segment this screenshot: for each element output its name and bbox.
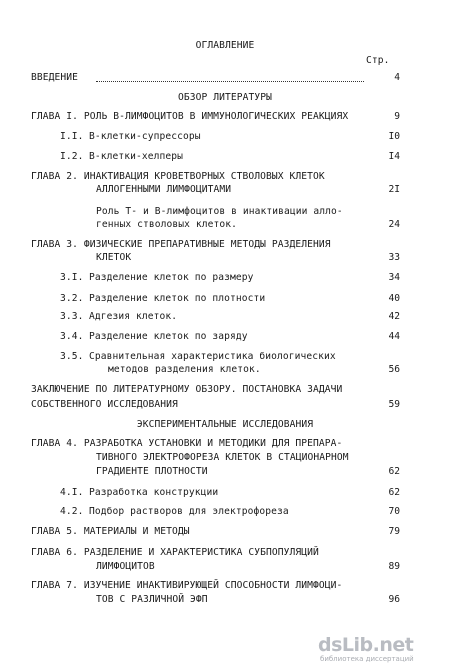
entry-label: ГЛАВА I. РОЛЬ В-ЛИМФОЦИТОВ В ИММУНОЛОГИЧЕСКИХ РЕАКЦИЯХ bbox=[31, 111, 349, 122]
entry-label: Роль Т- и В-лимфоцитов в инактивации алло- bbox=[96, 206, 343, 217]
entry-label-line2: методов разделения клеток. bbox=[108, 364, 261, 375]
entry-label: ГЛАВА 4. РАЗРАБОТКА УСТАНОВКИ И МЕТОДИКИ ДЛЯ ПРЕПАРА- bbox=[31, 438, 343, 449]
entry-number: 3.5. bbox=[60, 351, 84, 362]
entry-label-line3: ГРАДИЕНТЕ ПЛОТНОСТИ bbox=[96, 466, 208, 477]
entry-label-line2: КЛЕТОК bbox=[96, 252, 132, 263]
entry-label: Разделение клеток по заряду bbox=[89, 331, 248, 342]
toc-title: ОГЛАВЛЕНИЕ bbox=[195, 40, 255, 51]
entry-label: ЗАКЛЮЧЕНИЕ ПО ЛИТЕРАТУРНОМУ ОБЗОРУ. ПОСТАНОВКА ЗАДАЧИ bbox=[31, 384, 343, 395]
entry-number: 4.I. bbox=[60, 487, 84, 498]
entry-label: Разработка конструкции bbox=[89, 487, 219, 498]
entry-label: ВВЕДЕНИЕ bbox=[31, 72, 79, 83]
entry-label: ГЛАВА 2. ИНАКТИВАЦИЯ КРОВЕТВОРНЫХ СТВОЛОВЫХ КЛЕТОК bbox=[31, 171, 325, 182]
entry-number: I.2. bbox=[60, 151, 84, 162]
entry-label: ГЛАВА 6. РАЗДЕЛЕНИЕ И ХАРАКТЕРИСТИКА СУБПОПУЛЯЦИЙ bbox=[31, 547, 319, 558]
entry-label-line2: ЛИМФОЦИТОВ bbox=[96, 561, 155, 572]
entry-label-line2: АЛЛОГЕННЫМИ ЛИМФОЦИТАМИ bbox=[96, 184, 232, 195]
entry-label-line2: ТИВНОГО ЭЛЕКТРОФОРЕЗА КЛЕТОК В СТАЦИОНАРНОМ bbox=[96, 452, 349, 463]
watermark-caption: библиотека диссертаций bbox=[320, 655, 414, 663]
entry-page: 79 bbox=[388, 526, 400, 537]
section-heading-experimental: ЭКСПЕРИМЕНТАЛЬНЫЕ ИССЛЕДОВАНИЯ bbox=[136, 419, 314, 430]
entry-label-line2: генных стволовых клеток. bbox=[96, 219, 238, 230]
entry-page: 70 bbox=[388, 506, 400, 517]
entry-page: 59 bbox=[388, 399, 400, 410]
entry-label-line2: СОБСТВЕННОГО ИССЛЕДОВАНИЯ bbox=[31, 399, 178, 410]
watermark bbox=[318, 634, 438, 664]
entry-page: 40 bbox=[388, 293, 400, 304]
entry-page: 62 bbox=[388, 466, 400, 477]
entry-number: 3.3. bbox=[60, 311, 84, 322]
entry-label: Подбор растворов для электрофореза bbox=[89, 506, 289, 517]
page-column-header: Стр. bbox=[366, 55, 390, 66]
entry-label: Разделение клеток по размеру bbox=[89, 272, 254, 283]
entry-page: 89 bbox=[388, 561, 400, 572]
entry-label: В-клетки-хелперы bbox=[89, 151, 184, 162]
entry-number: 3.2. bbox=[60, 293, 84, 304]
watermark-logo: dsLib.net bbox=[318, 634, 414, 656]
entry-page: I4 bbox=[388, 151, 400, 162]
entry-page: 62 bbox=[388, 487, 400, 498]
entry-page: 4 bbox=[394, 72, 400, 83]
entry-label: ГЛАВА 3. ФИЗИЧЕСКИЕ ПРЕПАРАТИВНЫЕ МЕТОДЫ РАЗДЕЛЕНИЯ bbox=[31, 239, 331, 250]
entry-number: 3.I. bbox=[60, 272, 84, 283]
entry-number: 4.2. bbox=[60, 506, 84, 517]
entry-page: 2I bbox=[388, 184, 400, 195]
entry-page: 33 bbox=[388, 252, 400, 263]
entry-label: В-клетки-супрессоры bbox=[89, 131, 201, 142]
entry-page: 96 bbox=[388, 594, 400, 605]
entry-label: ГЛАВА 5. МАТЕРИАЛЫ И МЕТОДЫ bbox=[31, 526, 190, 537]
entry-page: 24 bbox=[388, 219, 400, 230]
entry-number: 3.4. bbox=[60, 331, 84, 342]
entry-page: 42 bbox=[388, 311, 400, 322]
entry-label-line2: ТОВ С РАЗЛИЧНОЙ ЭФП bbox=[96, 594, 208, 605]
section-heading-review: ОБЗОР ЛИТЕРАТУРЫ bbox=[177, 92, 272, 103]
dot-leader bbox=[96, 81, 364, 82]
entry-label: Разделение клеток по плотности bbox=[89, 293, 266, 304]
entry-number: I.I. bbox=[60, 131, 84, 142]
entry-page: 56 bbox=[388, 364, 400, 375]
entry-page: 34 bbox=[388, 272, 400, 283]
entry-page: 44 bbox=[388, 331, 400, 342]
entry-label: ГЛАВА 7. ИЗУЧЕНИЕ ИНАКТИВИРУЮЩЕЙ СПОСОБНОСТИ ЛИМФОЦИ- bbox=[31, 580, 343, 591]
entry-label: Адгезия клеток. bbox=[89, 311, 178, 322]
entry-label: Сравнительная характеристика биологических bbox=[89, 351, 336, 362]
entry-page: I0 bbox=[388, 131, 400, 142]
entry-page: 9 bbox=[394, 111, 400, 122]
